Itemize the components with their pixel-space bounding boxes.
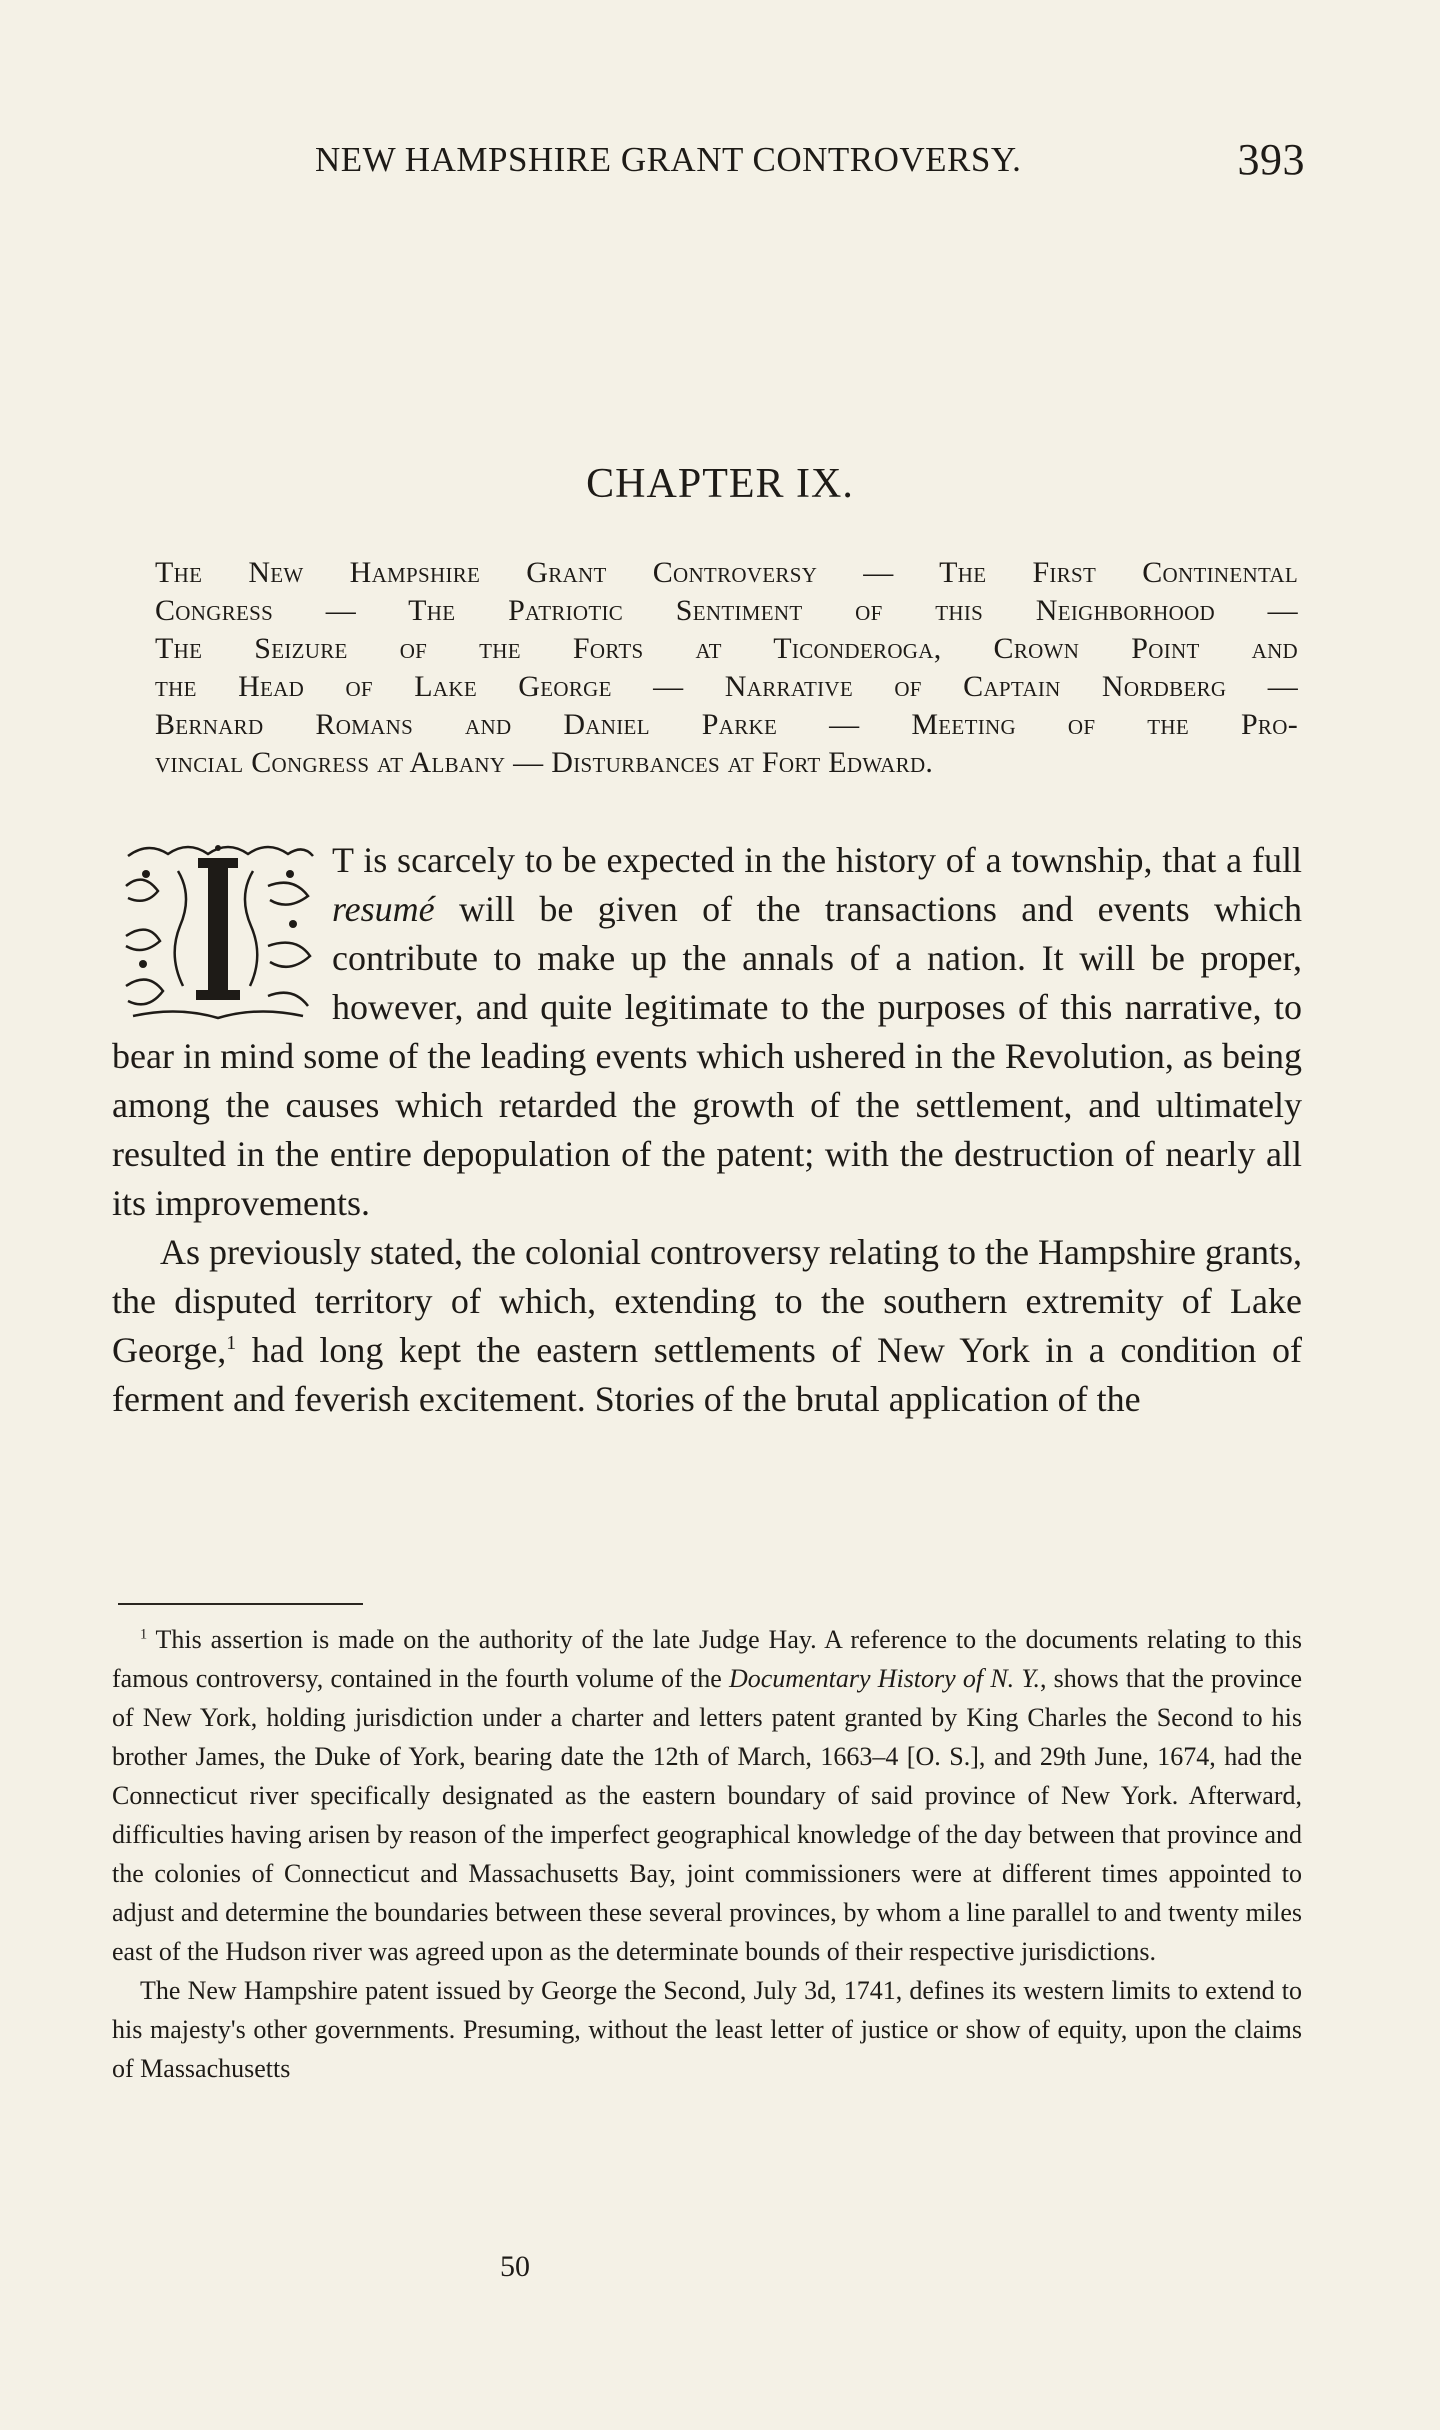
ornamental-initial-i-icon <box>118 836 318 1024</box>
paragraph-2 <box>112 1228 1302 1424</box>
italic-resume: resumé <box>332 889 435 929</box>
synopsis-line: The Seizure of the Forts at Ticonderoga, Crown Point and <box>155 632 1298 665</box>
synopsis-line: the Head of Lake George — Narrative of Captain Nordberg — <box>155 670 1298 703</box>
running-head <box>315 135 1305 190</box>
running-head-title: NEW HAMPSHIRE GRANT CONTROVERSY. <box>315 140 1022 179</box>
synopsis-line: The New Hampshire Grant Controversy — The First Continental <box>155 556 1298 589</box>
footnote-1-continued: The New Hampshire patent issued by George the Second, July 3d, 1741, defines its western limits to extend to his majesty's other governments. Presuming, without the least letter of justice or show of equity, upon the claims of Massachusetts <box>112 1976 1302 2083</box>
footnotes <box>112 1620 1302 2088</box>
body-text <box>112 836 1302 1424</box>
footnote-1-text-start: This assertion is made on the authority of the late Judge Hay. A reference to the documents relating to this famous controversy, contained in the fourth volume of the <box>112 1625 1302 1693</box>
paragraph-1-text-start: T is scarcely to be expected in the history of a township, that a full <box>332 840 1302 880</box>
footnote-reference: 1 <box>226 1332 237 1354</box>
chapter-heading: CHAPTER IX. <box>586 461 854 507</box>
synopsis-line: vincial Congress at Albany — Disturbances at Fort Edward. <box>155 746 934 779</box>
synopsis-line: Bernard Romans and Daniel Parke — Meeting of the Pro- <box>155 708 1298 741</box>
paragraph-2-text-rest: had long kept the eastern settlements of New York in a condition of ferment and feverish excitement. Stories of the brutal application of the <box>112 1330 1302 1419</box>
paragraph-1-text-rest: will be given of the transactions and events which contribute to make up the annals of a nation. It will be proper, however, and quite legitimate to the purposes of this narrative, to bear in mind some of the leading events which ushered in the Revolution, as being among the causes which retarded the growth of the settlement, and ultimately resulted in the entire depopulation of the patent; with the destruction of nearly all its improvements. <box>112 889 1302 1223</box>
ornamental-drop-cap <box>118 836 318 1024</box>
chapter-synopsis <box>155 554 1298 782</box>
paragraph-1 <box>112 836 1302 1228</box>
page-number: 393 <box>1237 135 1305 184</box>
footnote-1-text-rest: , shows that the province of New York, holding jurisdiction under a charter and letters patent granted by King Charles the Second to his brother James, the Duke of York, bearing date the 12th of March, 1663–4 [O. S.], and 29th June, 1674, had the Connecticut river specifically designated as the eastern boundary of said province of New York. Afterward, difficulties having arisen by reason of the imperfect geographical knowledge of the day between that province and the colonies of Connecticut and Massachusetts Bay, joint commissioners were at different times appointed to adjust and determine the boundaries between these several provinces, by whom a line parallel to and twenty miles east of the Hudson river was agreed upon as the determinate bounds of their respective jurisdictions. <box>112 1664 1303 1966</box>
signature-mark: 50 <box>500 2250 530 2283</box>
synopsis-line: Congress — The Patriotic Sentiment of this Neighborhood — <box>155 594 1298 627</box>
footnote-1-italic-title: Documentary History of N. Y. <box>728 1664 1040 1693</box>
paragraph-2-text-start: As previously stated, the colonial controversy relating to the Hampshire grants, the disputed territory of which, extending to the southern extremity of Lake George, <box>112 1232 1302 1370</box>
footnote-1 <box>112 1620 1302 1971</box>
footnote-divider <box>118 1603 363 1605</box>
footnote-mark: 1 <box>140 1626 148 1643</box>
